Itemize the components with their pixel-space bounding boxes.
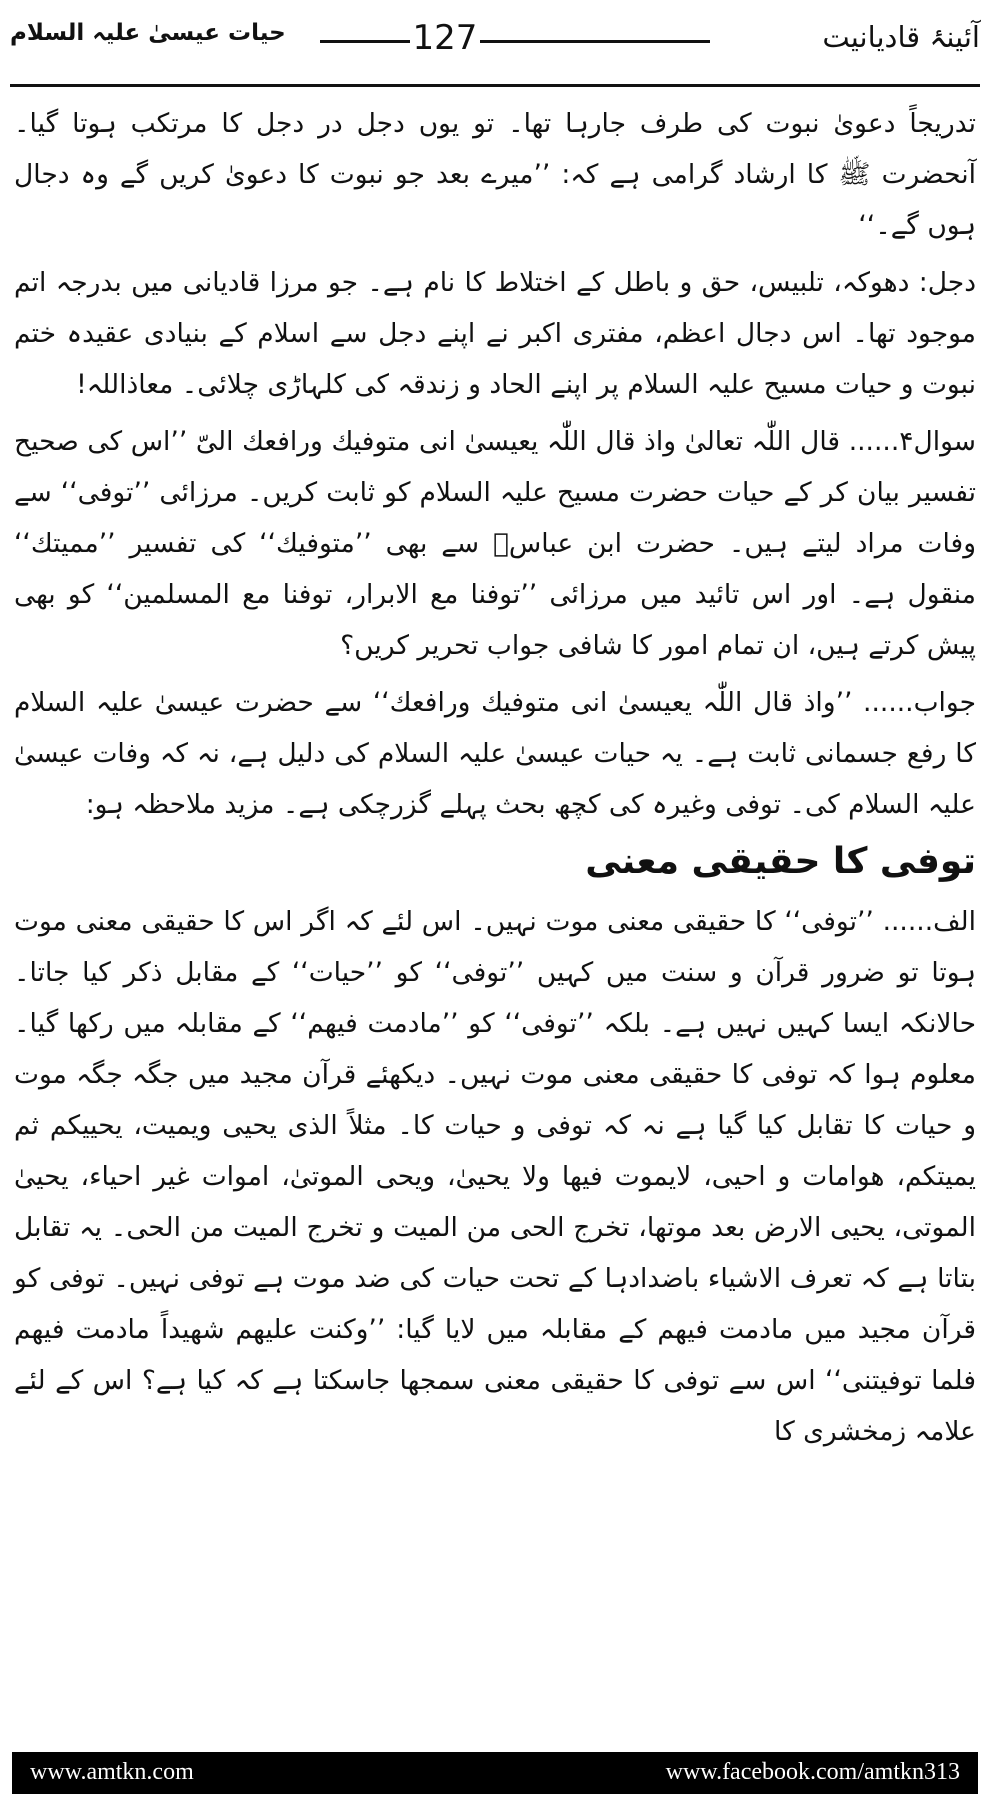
paragraph: جواب...... ’’واذ قال اللّٰہ یعیسیٰ انی متوفیك ورافعك‘‘ سے حضرت عیسیٰ علیہ السلام کا رفع جسمانی ثابت ہے۔ یہ حیات عیسیٰ علیہ السلام کی دلیل ہے، نہ کہ وفات عیسیٰ علیہ السلام کی۔ توفی وغیرہ کی کچھ بحث پہلے گزرچکی ہے۔ مزید ملاحظہ ہو: (14, 687, 976, 820)
paragraph: دجل: دھوکہ، تلبیس، حق و باطل کے اختلاط کا نام ہے۔ جو مرزا قادیانی میں بدرجہ اتم موجود تھا۔ اس دجال اعظم، مفتری اکبر نے اپنے دجل سے اسلام کے بنیادی عقیدہ ختم نبوت و حیات مسیح علیہ السلام پر اپنے الحاد و زندقہ کی کلہاڑی چلائی۔ معاذاللہ! (14, 267, 976, 400)
header-line-right (480, 40, 710, 43)
paragraph: الف...... ’’توفی‘‘ کا حقیقی معنی موت نہیں۔ اس لئے کہ اگر اس کا حقیقی معنی موت ہوتا تو ضرور قرآن و سنت میں کہیں ’’توفی‘‘ کو ’’حیات‘‘ کے مقابل ذکر کیا جاتا۔ حالانکہ ایسا کہیں نہیں ہے۔ بلکہ ’’توفی‘‘ کو ’’مادمت فیهم‘‘ کے مقابلہ میں رکھا گیا۔ معلوم ہوا کہ توفی کا حقیقی معنی موت نہیں۔ دیکھئے قرآن مجید میں جگہ جگہ موت و حیات کا تقابل کیا گیا ہے نہ کہ توفی و حیات کا۔ مثلاً الذی یحیی ویمیت، یحییکم ثم یمیتکم، هوامات و احیی، لایموت فیها ولا یحییٰ، ویحی الموتیٰ، اموات غیر احیاء، یحییٰ الموتی، یحیی الارض بعد موتها، تخرج الحی من المیت و تخرج المیت من الحی۔ یہ تقابل بتاتا ہے کہ تعرف الاشیاء باضدادہا کے تحت حیات کی ضد موت ہے توفی نہیں۔ توفی کو قرآن مجید میں مادمت فیهم کے مقابلہ میں لایا گیا: ’’وکنت علیهم شهیداً مادمت فیهم فلما توفیتنی‘‘ اس سے توفی کا حقیقی معنی سمجھا جاسکتا ہے کہ کیا ہے؟ اس کے لئے علامہ زمخشری کا (14, 906, 976, 1447)
website-link[interactable]: www.amtkn.com (30, 1759, 194, 1785)
facebook-link[interactable]: www.facebook.com/amtkn313 (665, 1759, 960, 1785)
paragraph: سوال۴...... قال اللّٰہ تعالیٰ واذ قال اللّٰہ یعیسیٰ انی متوفیك ورافعك الیّ ’’اس کی صحیح تفسیر بیان کر کے حیات حضرت مسیح علیہ السلام کو ثابت کریں۔ مرزائی ’’توفی‘‘ سے وفات مراد لیتے ہیں۔ حضرت ابن عباسؓ سے بھی ’’متوفیك‘‘ کی تفسیر ’’ممیتك‘‘ منقول ہے۔ اور اس تائید میں مرزائی ’’توفنا مع الابرار، توفنا مع المسلمین‘‘ کو بھی پیش کرتے ہیں، ان تمام امور کا شافی جواب تحریر کریں؟ (14, 426, 976, 661)
page-number: 127 (412, 18, 478, 58)
header-rule (10, 84, 980, 87)
page-footer (12, 1752, 978, 1794)
paragraph: تدریجاً دعویٰ نبوت کی طرف جارہا تھا۔ تو یوں دجل در دجل کا مرتکب ہوتا گیا۔ آنحضرت ﷺ کا ارشاد گرامی ہے کہ: ’’میرے بعد جو نبوت کا دعویٰ کریں گے وہ دجال ہوں گے۔‘‘ (14, 108, 976, 241)
page-body (14, 98, 976, 1463)
page-header (10, 14, 980, 78)
book-title: آئینۂ قادیانیت (822, 20, 980, 54)
section-heading: توفی کا حقیقی معنی (585, 841, 976, 882)
chapter-title: حیات عیسیٰ علیہ السلام (10, 20, 286, 46)
